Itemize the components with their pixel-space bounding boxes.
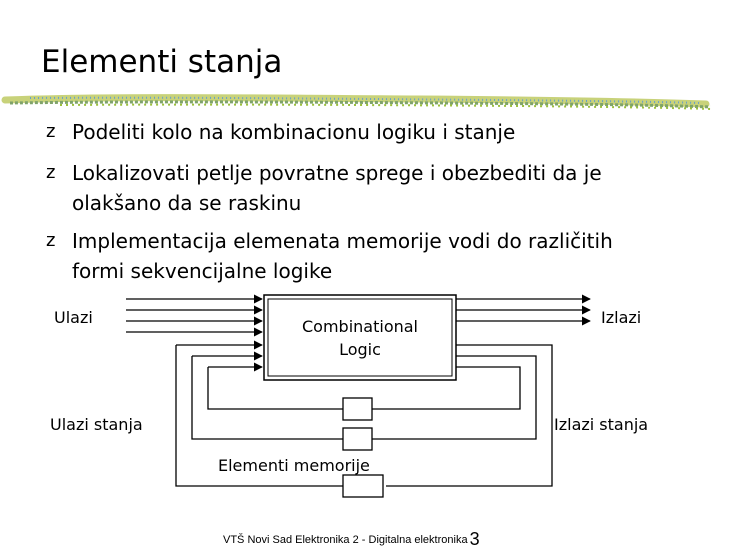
memory-element: [343, 475, 383, 497]
memory-element: [343, 428, 372, 450]
memory-elements-label: Elementi memorije: [218, 456, 370, 475]
input-arrows: [126, 299, 262, 332]
output-arrows: [456, 299, 590, 321]
page-number: 3: [469, 529, 480, 549]
slide-title: Elementi stanja: [41, 44, 283, 80]
bullet-text: Lokalizovati petlje povratne sprege i obezbediti da je: [72, 161, 602, 185]
outputs-label: Izlazi: [601, 308, 642, 327]
bullet-marker-icon: z: [46, 162, 56, 183]
bullet-marker-icon: z: [46, 230, 56, 251]
block-label-line1: Combinational: [302, 317, 418, 336]
footer-text: VTŠ Novi Sad Elektronika 2 - Digitalna elektronika: [223, 534, 468, 546]
bullet-text-continuation: formi sekvencijalne logike: [72, 259, 333, 283]
inputs-label: Ulazi: [54, 308, 93, 327]
combinational-logic-block: [264, 295, 456, 380]
memory-elements: [343, 398, 383, 497]
bullet-text-continuation: olakšano da se raskinu: [72, 191, 302, 215]
bullet-text: Implementacija elemenata memorije vodi do različitih: [72, 229, 613, 253]
slide-footer: [223, 527, 480, 548]
state-input-arrows: [176, 345, 262, 367]
state-inputs-label: Ulazi stanja: [50, 415, 143, 434]
memory-element: [343, 398, 372, 420]
block-label-line2: Logic: [339, 340, 381, 359]
bullet-text: Podeliti kolo na kombinacionu logiku i stanje: [72, 120, 516, 144]
bullet-marker-icon: z: [46, 121, 56, 142]
state-outputs-label: Izlazi stanja: [554, 415, 649, 434]
